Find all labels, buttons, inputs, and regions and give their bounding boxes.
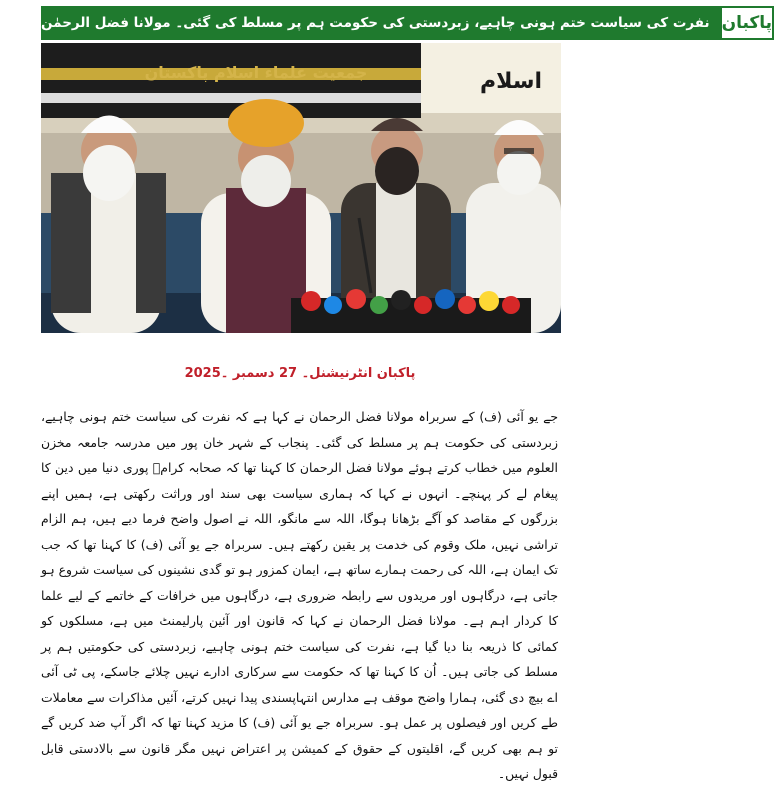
dateline: پاکبان انٹرنیشنل۔ 27 دسمبر ۔2025 [184,366,416,381]
banner-text-right: اسلام [479,69,543,94]
article-body: جے یو آئی (ف) کے سربراہ مولانا فضل الرحمان نے کہا ہے کہ نفرت کی سیاست ختم ہونی چاہیے، زبردستی کی حکومت ہم پر مسلط کی گئی۔ پنجاب کے شہر خان پور میں مدرسہ جامعہ مخزن العلوم میں خطاب کرتے ہوئے مولانا فضل الرحمان کا کہنا تھا کہ صحابہ کرامؓ پوری دنیا میں دین کا پیغام لے کر پہنچے۔ انہوں نے کہا کہ ہماری سیاست بھی سند اور وراثت رکھتی ہے، ہمیں اپنے بزرگوں کے مقاصد کو آگے بڑھانا ہوگا، اللہ سے مانگو، اللہ نے اصول واضح فرما دیے ہیں، ہم الزام تراشی نہیں، ملک وقوم کی خدمت پر یقین رکھتے ہیں۔ سربراہ جے یو آئی (ف) کا کہنا تھا کہ جب تک ایمان ہے، اللہ کی رحمت ہمارے ساتھ ہے، ایمان کمزور ہو تو گدی نشینوں کی سیاست شروع ہو جاتی ہے، درگاہوں اور مریدوں سے رابطہ ضروری ہے، درگاہوں میں خرافات کے خاتمے کے لیے علما کا کردار اہم ہے۔ مولانا فضل الرحمان نے کہا کہ قانون اور آئین پارلیمنٹ میں ہے، مسلکوں کو کمائی کا ذریعہ بنا دیا گیا ہے، نفرت کی سیاست ختم ہونی چاہیے، زبردستی کی حکومتیں ہم پر مسلط کی جاتی ہیں۔ اُن کا کہنا تھا کہ حکومت سے سرکاری ادارے نہیں چلائے جاسکے، پی ٹی آئی اے بیچ دی گئی، ہمارا واضح موقف ہے مدارس انتہاپسندی پیدا نہیں کرتے، آئیں مذاکرات سے معاملات طے کریں اور فیصلوں پر عمل ہو۔ سربراہ جے یو آئی (ف) کا مزید کہنا تھا کہ اگر آپ ضد کریں گے تو ہم بھی کریں گے، اقلیتوں کے حقوق کے کمیشن پر اعتراض نہیں مگر قانون سے بالادستی قابل قبول نہیں۔ [41,409,558,781]
headline[interactable]: نفرت کی سیاست ختم ہونی چاہیے، زبردستی کی حکومت ہم پر مسلط کی گئی۔ مولانا فضل الرحمٰن [41,6,720,40]
brand-logo[interactable]: پاکبان [720,6,774,40]
news-photo [41,43,561,333]
article-header [41,6,773,40]
banner-text-left: جمعیت علماء اسلام پاکستان [144,63,368,82]
